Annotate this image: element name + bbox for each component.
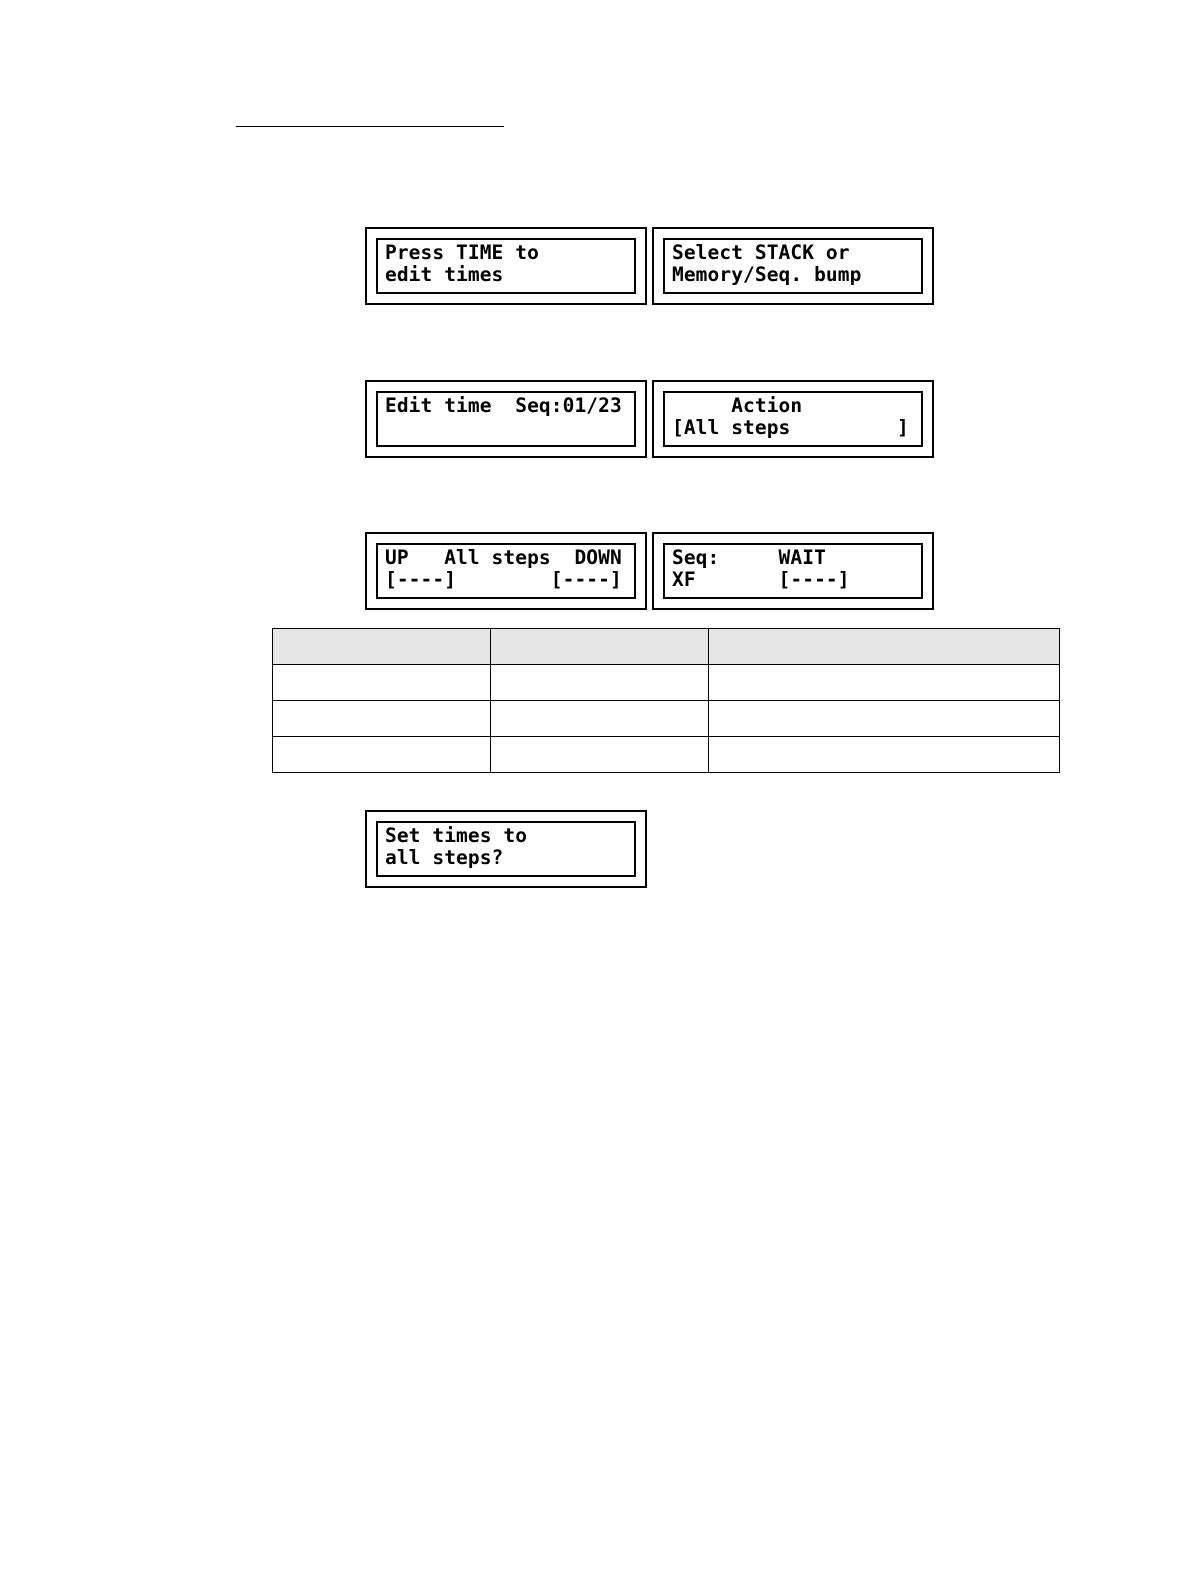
lcd-display-seq-wait: [652, 532, 934, 610]
lcd-screen: [663, 238, 923, 294]
table-row: [273, 701, 1060, 737]
table-cell: [491, 665, 709, 701]
lcd-display-up-down: [365, 532, 647, 610]
lcd-display-action: [652, 380, 934, 458]
lcd-screen: [376, 391, 636, 447]
lcd-screen: [376, 821, 636, 877]
lcd-line-2: edit times: [385, 263, 504, 286]
table-header-cell: [709, 629, 1060, 665]
table-cell: [709, 737, 1060, 773]
table-header-row: [273, 629, 1060, 665]
table-cell: [709, 665, 1060, 701]
lcd-screen: [663, 543, 923, 599]
table-cell: [273, 701, 491, 737]
lcd-screen: [376, 238, 636, 294]
lcd-line-1: Edit time Seq:01/23: [385, 394, 622, 417]
table-row: [273, 737, 1060, 773]
table-cell: [709, 701, 1060, 737]
table-cell: [491, 701, 709, 737]
lcd-line-2: all steps?: [385, 846, 504, 869]
lcd-display-press-time: [365, 227, 647, 305]
lcd-line-2: XF [----]: [672, 568, 850, 591]
table-cell: [273, 737, 491, 773]
lcd-screen: [376, 543, 636, 599]
section-title-underline: [236, 126, 504, 127]
options-table: [272, 628, 1060, 773]
lcd-display-set-times: [365, 810, 647, 888]
table-row: [273, 665, 1060, 701]
table-header-cell: [273, 629, 491, 665]
lcd-line-2: Memory/Seq. bump: [672, 263, 862, 286]
lcd-line-1: Seq: WAIT: [672, 546, 826, 569]
lcd-line-1: UP All steps DOWN: [385, 546, 622, 569]
lcd-line-2: [----] [----]: [385, 568, 622, 591]
lcd-display-edit-time: [365, 380, 647, 458]
table-header-cell: [491, 629, 709, 665]
lcd-screen: [663, 391, 923, 447]
table-cell: [273, 665, 491, 701]
lcd-line-1: Select STACK or: [672, 241, 850, 264]
lcd-line-1: Set times to: [385, 824, 528, 847]
table-cell: [491, 737, 709, 773]
lcd-line-1: Press TIME to: [385, 241, 539, 264]
lcd-line-2: [All steps ]: [672, 416, 909, 439]
lcd-display-select-stack: [652, 227, 934, 305]
lcd-line-1: Action: [672, 394, 803, 417]
